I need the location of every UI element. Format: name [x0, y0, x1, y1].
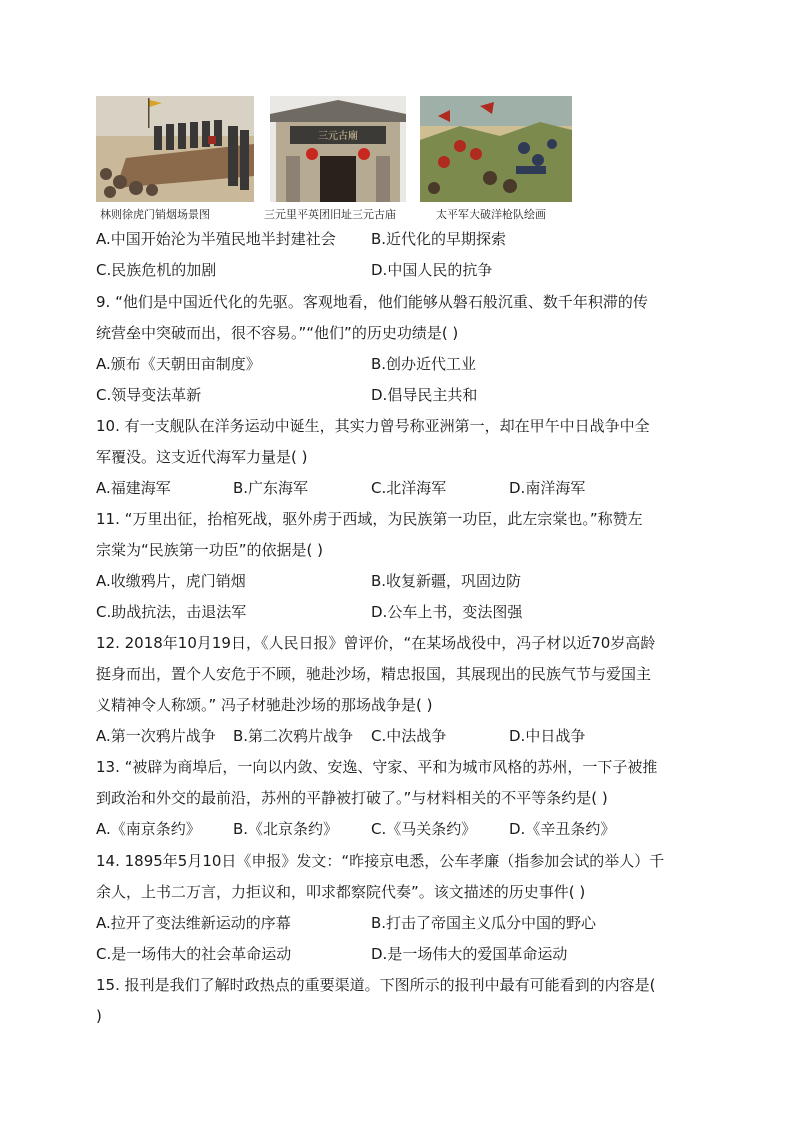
- q8-option-a: A.中国开始沦为半殖民地半封建社会: [96, 230, 336, 248]
- figure-sanyuanli-temple: [264, 96, 406, 221]
- q10-option-c: C.北洋海军: [371, 479, 447, 497]
- q11-option-d: D.公车上书，变法图强: [371, 603, 523, 621]
- q11-stem-line-2: 宗棠为“民族第一功臣”的依据是( ): [96, 541, 324, 559]
- q9-option-b: B.创办近代工业: [371, 355, 477, 373]
- figure-taiping-battle: [420, 96, 572, 221]
- q14-option-b: B.打击了帝国主义瓜分中国的野心: [371, 914, 597, 932]
- figure-caption-2: 三元里平英团旧址三元古庙: [264, 208, 396, 221]
- q13-stem-line-1: 13. “被辟为商埠后，一向以内敛、安逸、守家、平和为城市风格的苏州，一下子被推: [96, 758, 658, 776]
- figure-caption-3: 太平军大破洋枪队绘画: [436, 208, 546, 221]
- q10-option-b: B.广东海军: [233, 479, 309, 497]
- q9-option-a: A.颁布《天朝田亩制度》: [96, 355, 261, 373]
- taiping-battle-painting: [420, 96, 572, 202]
- q11-option-a: A.收缴鸦片，虎门销烟: [96, 572, 246, 590]
- q12-stem-line-3: 义精神令人称颂。” 冯子材驰赴沙场的那场战争是( ): [96, 696, 433, 714]
- temple-sign-text: 三元古廟: [318, 131, 358, 142]
- q9-option-d: D.倡导民主共和: [371, 386, 478, 404]
- q9-stem-line-2: 统营垒中突破而出，很不容易。”“他们”的历史功绩是( ): [96, 324, 459, 342]
- figure-row: [96, 96, 576, 220]
- q8-option-b: B.近代化的早期探索: [371, 230, 507, 248]
- q13-option-a: A.《南京条约》: [96, 820, 201, 838]
- q12-stem-line-2: 挺身而出，置个人安危于不顾，驰赴沙场，精忠报国，其展现出的民族气节与爱国主: [96, 665, 652, 683]
- q13-option-b: B.《北京条约》: [233, 820, 339, 838]
- figure-humen-opium-burning: [96, 96, 254, 221]
- q11-option-b: B.收复新疆，巩固边防: [371, 572, 522, 590]
- q13-stem-line-2: 到政治和外交的最前沿，苏州的平静被打破了。”与材料相关的不平等条约是( ): [96, 789, 608, 807]
- q9-stem-line-1: 9. “他们是中国近代化的先驱。客观地看，他们能够从磐石般沉重、数千年积滞的传: [96, 293, 648, 311]
- q14-option-d: D.是一场伟大的爱国革命运动: [371, 945, 568, 963]
- q10-option-a: A.福建海军: [96, 479, 171, 497]
- q11-stem-line-1: 11. “万里出征，抬棺死战，驱外虏于西域，为民族第一功臣，此左宗棠也。”称赞左: [96, 510, 643, 528]
- q11-option-c: C.助战抗法，击退法军: [96, 603, 247, 621]
- q14-stem-line-1: 14. 1895年5月10日《申报》发文：“昨接京电悉，公车孝廉（指参加会试的举人）千: [96, 852, 665, 870]
- q12-option-a: A.第一次鸦片战争: [96, 727, 216, 745]
- q13-option-d: D.《辛丑条约》: [509, 820, 616, 838]
- q14-stem-line-2: 余人，上书二万言，力拒议和，叩求都察院代奏”。该文描述的历史事件( ): [96, 883, 586, 901]
- q8-option-d: D.中国人民的抗争: [371, 261, 493, 279]
- humen-opium-burning-painting: [96, 96, 254, 202]
- q10-stem-line-1: 10. 有一支舰队在洋务运动中诞生，其实力曾号称亚洲第一，却在甲午中日战争中全: [96, 417, 650, 435]
- q15-stem-line-2: ): [96, 1007, 102, 1025]
- q10-option-d: D.南洋海军: [509, 479, 586, 497]
- q15-stem-line-1: 15. 报刊是我们了解时政热点的重要渠道。下图所示的报刊中最有可能看到的内容是(: [96, 976, 656, 994]
- q12-option-c: C.中法战争: [371, 727, 447, 745]
- q9-option-c: C.领导变法革新: [96, 386, 202, 404]
- q8-option-c: C.民族危机的加剧: [96, 261, 217, 279]
- q14-option-a: A.拉开了变法维新运动的序幕: [96, 914, 291, 932]
- q12-option-b: B.第二次鸦片战争: [233, 727, 354, 745]
- q14-option-c: C.是一场伟大的社会革命运动: [96, 945, 292, 963]
- q13-option-c: C.《马关条约》: [371, 820, 477, 838]
- figure-caption-1: 林则徐虎门销烟场景图: [100, 208, 210, 221]
- q10-stem-line-2: 军覆没。这支近代海军力量是( ): [96, 448, 308, 466]
- q12-stem-line-1: 12. 2018年10月19日，《人民日报》曾评价，“在某场战役中，冯子材以近70岁高龄: [96, 634, 656, 652]
- q12-option-d: D.中日战争: [509, 727, 586, 745]
- sanyuan-temple-photo: [270, 96, 406, 202]
